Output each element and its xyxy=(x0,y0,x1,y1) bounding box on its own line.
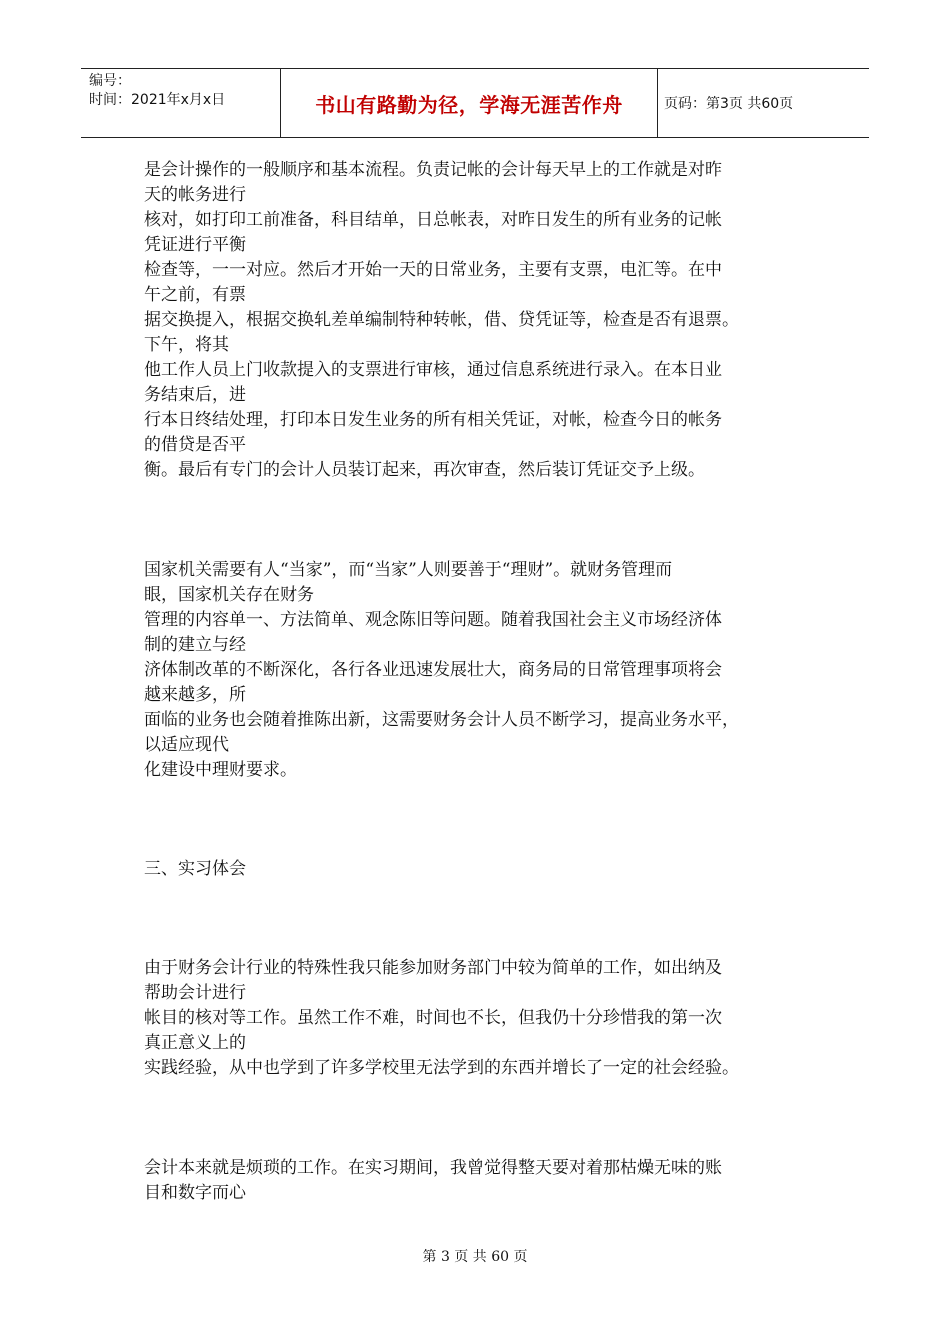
text-line: 实践经验，从中也学到了许多学校里无法学到的东西并增长了一定的社会经验。 xyxy=(144,1058,739,1078)
text-line: 天的帐务进行 xyxy=(144,185,246,205)
time-label: 时间：2021年x月x日 xyxy=(89,92,226,108)
text-line: 凭证进行平衡 xyxy=(144,235,246,255)
text-line: 国家机关需要有人“当家”，而“当家”人则要善于“理财”。就财务管理而 xyxy=(144,560,673,580)
document-header xyxy=(81,68,869,138)
spacer xyxy=(144,783,844,857)
text-line: 真正意义上的 xyxy=(144,1033,246,1053)
paragraph-1 xyxy=(144,158,844,483)
text-line: 眼，国家机关存在财务 xyxy=(144,585,314,605)
text-line: 他工作人员上门收款提入的支票进行审核，通过信息系统进行录入。在本日业 xyxy=(144,360,722,380)
text-line: 帐目的核对等工作。虽然工作不难，时间也不长，但我仍十分珍惜我的第一次 xyxy=(144,1008,722,1028)
text-line: 的借贷是否平 xyxy=(144,435,246,455)
text-line: 衡。最后有专门的会计人员装订起来，再次审查，然后装订凭证交予上级。 xyxy=(144,460,705,480)
text-line: 济体制改革的不断深化，各行各业迅速发展壮大，商务局的日常管理事项将会 xyxy=(144,660,722,680)
text-line: 据交换提入，根据交换轧差单编制特种转帐，借、贷凭证等，检查是否有退票。 xyxy=(144,310,739,330)
text-line: 会计本来就是烦琐的工作。在实习期间，我曾觉得整天要对着那枯燥无味的账 xyxy=(144,1158,722,1178)
page-footer: 第 3 页 共 60 页 xyxy=(422,1249,528,1265)
paragraph-3 xyxy=(144,956,844,1081)
text-line: 越来越多，所 xyxy=(144,685,246,705)
header-motto: 书山有路勤为径，学海无涯苦作舟 xyxy=(281,69,658,137)
paragraph-4 xyxy=(144,1156,844,1206)
spacer xyxy=(144,882,844,956)
text-line: 以适应现代 xyxy=(144,735,229,755)
text-line: 化建设中理财要求。 xyxy=(144,760,297,780)
header-page-info: 页码：第3页 共60页 xyxy=(664,96,794,112)
text-line: 行本日终结处理，打印本日发生业务的所有相关凭证，对帐，检查今日的帐务 xyxy=(144,410,722,430)
header-meta xyxy=(81,69,281,137)
spacer xyxy=(144,483,844,558)
text-line: 由于财务会计行业的特殊性我只能参加财务部门中较为简单的工作，如出纳及 xyxy=(144,958,722,978)
text-line: 管理的内容单一、方法简单、观念陈旧等问题。随着我国社会主义市场经济体 xyxy=(144,610,722,630)
paragraph-2 xyxy=(144,558,844,783)
spacer xyxy=(144,1081,844,1156)
document-body xyxy=(144,158,844,1206)
text-line: 是会计操作的一般顺序和基本流程。负责记帐的会计每天早上的工作就是对昨 xyxy=(144,160,722,180)
text-line: 目和数字而心 xyxy=(144,1183,246,1203)
text-line: 制的建立与经 xyxy=(144,635,246,655)
text-line: 面临的业务也会随着推陈出新，这需要财务会计人员不断学习，提高业务水平， xyxy=(144,710,739,730)
number-label: 编号： xyxy=(89,73,131,89)
text-line: 核对，如打印工前准备，科目结单，日总帐表，对昨日发生的所有业务的记帐 xyxy=(144,210,722,230)
section-heading: 三、实习体会 xyxy=(144,859,246,879)
text-line: 下午，将其 xyxy=(144,335,229,355)
text-line: 检查等，一一对应。然后才开始一天的日常业务，主要有支票，电汇等。在中 xyxy=(144,260,722,280)
text-line: 务结束后，进 xyxy=(144,385,246,405)
text-line: 午之前，有票 xyxy=(144,285,246,305)
text-line: 帮助会计进行 xyxy=(144,983,246,1003)
